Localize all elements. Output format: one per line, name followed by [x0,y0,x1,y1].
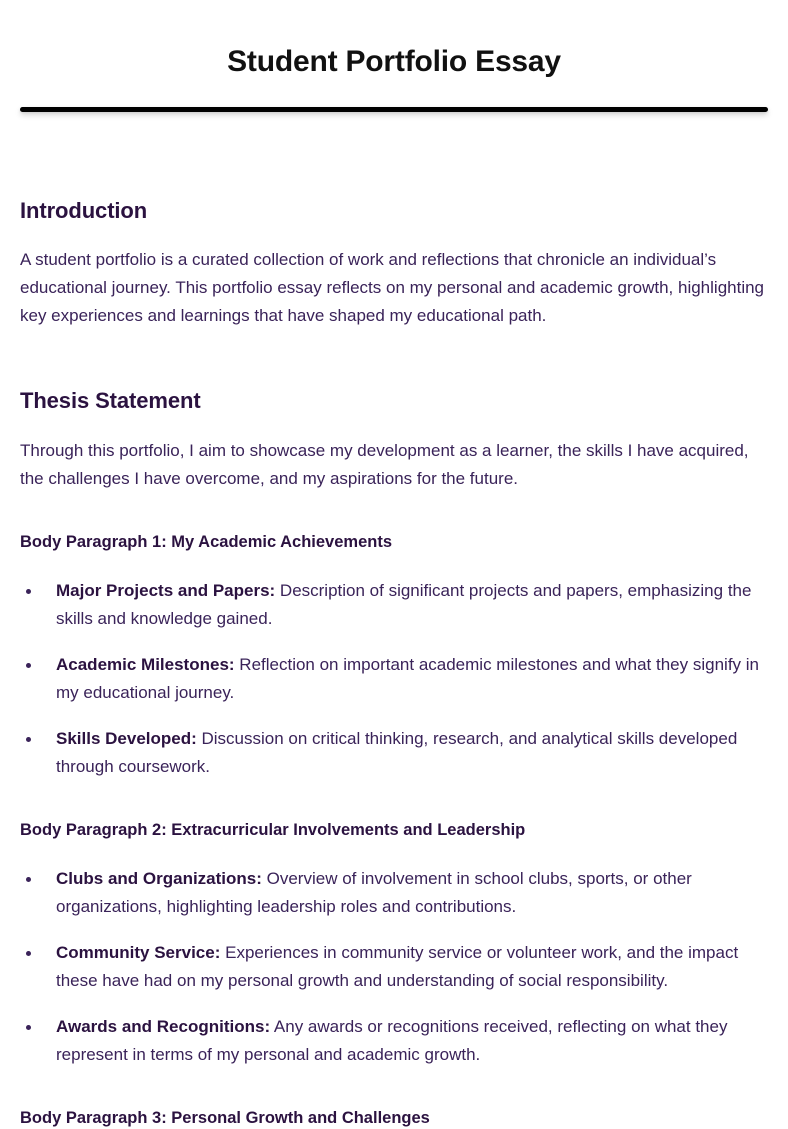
bullet-dot-icon [26,951,31,956]
list-item-lead: Clubs and Organizations: [56,869,262,888]
list-item-lead: Academic Milestones: [56,655,235,674]
list-item-lead: Major Projects and Papers: [56,581,275,600]
section-paragraph-thesis: Through this portfolio, I aim to showcase my development as a learner, the skills I have acquired, the challenges I have overcome, and my aspirations for the future. [20,416,768,493]
list-item-lead: Community Service: [56,943,220,962]
list-item [20,725,768,781]
list-item [20,577,768,633]
list-item-text: Any awards or recognitions received, reflecting on what they represent in terms of my personal and academic growth. [56,1017,727,1064]
list-item-text: Description of significant projects and papers, emphasizing the skills and knowledge gained. [56,581,751,628]
title-divider-wrap [0,81,788,112]
list-item-lead: Awards and Recognitions: [56,1017,270,1036]
bullet-dot-icon [26,877,31,882]
section-heading-thesis: Thesis Statement [20,330,768,416]
section-heading-introduction: Introduction [20,112,768,226]
list-item-text: Discussion on critical thinking, research, and analytical skills developed through coursework. [56,729,737,776]
section-paragraph-introduction: A student portfolio is a curated collection of work and reflections that chronicle an individual’s educational journey. This portfolio essay reflects on my personal and academic growth, highlighting key experiences and learnings that have shaped my educational path. [20,225,768,330]
list-item-lead: Skills Developed: [56,729,197,748]
list-item-text: Reflection on important academic milestones and what they signify in my educational journey. [56,655,759,702]
subheading-body-paragraph-3: Body Paragraph 3: Personal Growth and Challenges [20,1069,768,1129]
bullet-list-body-1 [20,553,768,781]
bullet-dot-icon [26,1025,31,1030]
list-item-text: Experiences in community service or volunteer work, and the impact these have had on my personal growth and understanding of social responsibility. [56,943,738,990]
list-item-text: Overview of involvement in school clubs, sports, or other organizations, highlighting leadership roles and contributions. [56,869,692,916]
subheading-body-paragraph-1: Body Paragraph 1: My Academic Achievements [20,493,768,553]
essay-content [0,112,788,1129]
bullet-list-body-2 [20,841,768,1069]
list-item [20,865,768,921]
bullet-dot-icon [26,589,31,594]
bullet-dot-icon [26,663,31,668]
list-item [20,651,768,707]
bullet-dot-icon [26,737,31,742]
list-item [20,1013,768,1069]
subheading-body-paragraph-2: Body Paragraph 2: Extracurricular Involvements and Leadership [20,781,768,841]
page-title: Student Portfolio Essay [0,0,788,81]
list-item [20,939,768,995]
